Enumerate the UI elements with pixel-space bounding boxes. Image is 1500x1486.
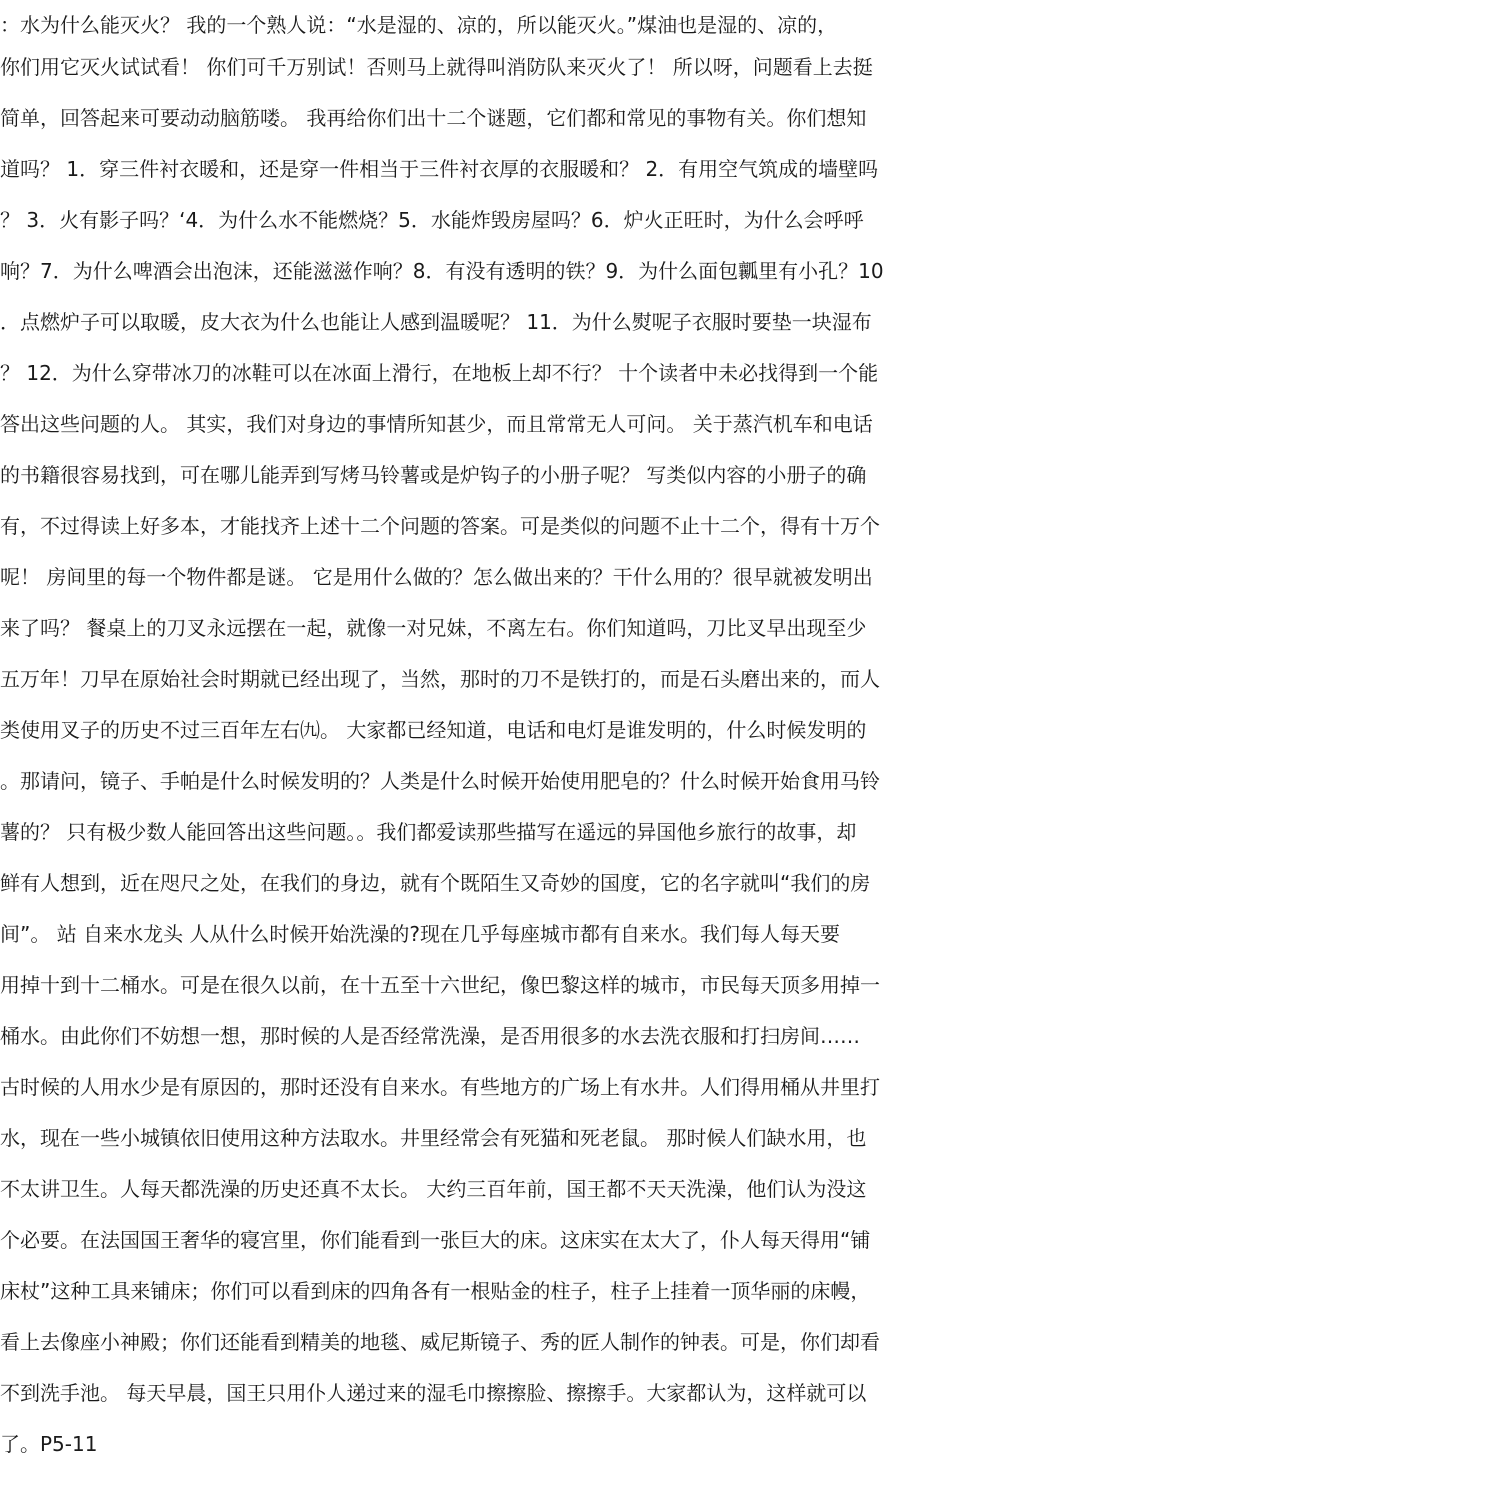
text-line-21: 桶水。由此你们不妨想一想，那时候的人是否经常洗澡，是否用很多的水去洗衣服和打扫房间…… — [0, 1024, 860, 1048]
text-line-10: 的书籍很容易找到，可在哪儿能弄到写烤马铃薯或是炉钩子的小册子呢？ 写类似内容的小册子的确 — [0, 463, 867, 487]
text-line-17: 薯的？ 只有极少数人能回答出这些问题。。我们都爱读那些描写在遥远的异国他乡旅行的故事，却 — [0, 820, 857, 844]
text-line-14: 五万年！刀早在原始社会时期就已经出现了，当然，那时的刀不是铁打的，而是石头磨出来的，而人 — [0, 667, 880, 691]
text-line-11: 有，不过得读上好多本，才能找齐上述十二个问题的答案。可是类似的问题不止十二个，得有十万个 — [0, 514, 880, 538]
text-line-16: 。那请问，镜子、手帕是什么时候发明的？人类是什么时候开始使用肥皂的？什么时候开始食用马铃 — [0, 769, 880, 793]
text-line-29: 了。P5-11 — [0, 1432, 98, 1456]
text-line-15: 类使用叉子的历史不过三百年左右㈨。 大家都已经知道，电话和电灯是谁发明的，什么时候发明的 — [0, 718, 867, 742]
text-line-1: ：水为什么能灭火？ 我的一个熟人说：“水是湿的、凉的，所以能灭火。”煤油也是湿的、凉的， — [0, 13, 838, 37]
text-line-18: 鲜有人想到，近在咫尺之处，在我们的身边，就有个既陌生又奇妙的国度，它的名字就叫“我们的房 — [0, 871, 871, 895]
text-line-19: 间”。 站 自来水龙头 人从什么时候开始洗澡的?现在几乎每座城市都有自来水。我们每人每天要 — [0, 922, 841, 946]
text-line-9: 答出这些问题的人。 其实，我们对身边的事情所知甚少，而且常常无人可问。 关于蒸汽机车和电话 — [0, 412, 873, 436]
text-line-12: 呢！ 房间里的每一个物件都是谜。 它是用什么做的？怎么做出来的？干什么用的？很早就被发明出 — [0, 565, 873, 589]
text-line-2: 你们用它灭火试试看！ 你们可千万别试！否则马上就得叫消防队来灭火了！ 所以呀，问题看上去挺 — [0, 55, 873, 79]
text-line-13: 来了吗？ 餐桌上的刀叉永远摆在一起，就像一对兄妹，不离左右。你们知道吗，刀比叉早出现至少 — [0, 616, 867, 640]
text-line-7: ．点燃炉子可以取暖，皮大衣为什么也能让人感到温暖呢？ 11．为什么熨呢子衣服时要垫一块湿布 — [0, 310, 872, 334]
text-line-26: 床杖”这种工具来铺床；你们可以看到床的四角各有一根贴金的柱子，柱子上挂着一顶华丽的床幔， — [0, 1279, 871, 1303]
text-line-8: ？ 12．为什么穿带冰刀的冰鞋可以在冰面上滑行，在地板上却不行？ 十个读者中未必找得到一个能 — [0, 361, 879, 385]
text-line-23: 水，现在一些小城镇依旧使用这种方法取水。井里经常会有死猫和死老鼠。 那时候人们缺水用，也 — [0, 1126, 867, 1150]
text-line-4: 道吗？ 1．穿三件衬衣暖和，还是穿一件相当于三件衬衣厚的衣服暖和？ 2．有用空气筑成的墙壁吗 — [0, 157, 879, 181]
text-line-28: 不到洗手池。 每天早晨，国王只用仆人递过来的湿毛巾擦擦脸、擦擦手。大家都认为，这样就可以 — [0, 1381, 867, 1405]
text-line-27: 看上去像座小神殿；你们还能看到精美的地毯、威尼斯镜子、秀的匠人制作的钟表。可是，你们却看 — [0, 1330, 880, 1354]
text-line-22: 古时候的人用水少是有原因的，那时还没有自来水。有些地方的广场上有水井。人们得用桶从井里打 — [0, 1075, 880, 1099]
text-line-5: ？ 3．火有影子吗？‘4．为什么水不能燃烧？5．水能炸毁房屋吗？6．炉火正旺时，为什么会呼呼 — [0, 208, 864, 232]
text-line-25: 个必要。在法国国王奢华的寝宫里，你们能看到一张巨大的床。这床实在太大了，仆人每天得用“铺 — [0, 1228, 871, 1252]
text-line-3: 简单，回答起来可要动动脑筋喽。 我再给你们出十二个谜题，它们都和常见的事物有关。你们想知 — [0, 106, 867, 130]
text-line-20: 用掉十到十二桶水。可是在很久以前，在十五至十六世纪，像巴黎这样的城市，市民每天顶多用掉一 — [0, 973, 880, 997]
text-line-24: 不太讲卫生。人每天都洗澡的历史还真不太长。 大约三百年前，国王都不天天洗澡，他们认为没这 — [0, 1177, 867, 1201]
text-line-6: 响？7．为什么啤酒会出泡沫，还能滋滋作响？8．有没有透明的铁？9．为什么面包瓤里有小孔？10 — [0, 259, 884, 283]
